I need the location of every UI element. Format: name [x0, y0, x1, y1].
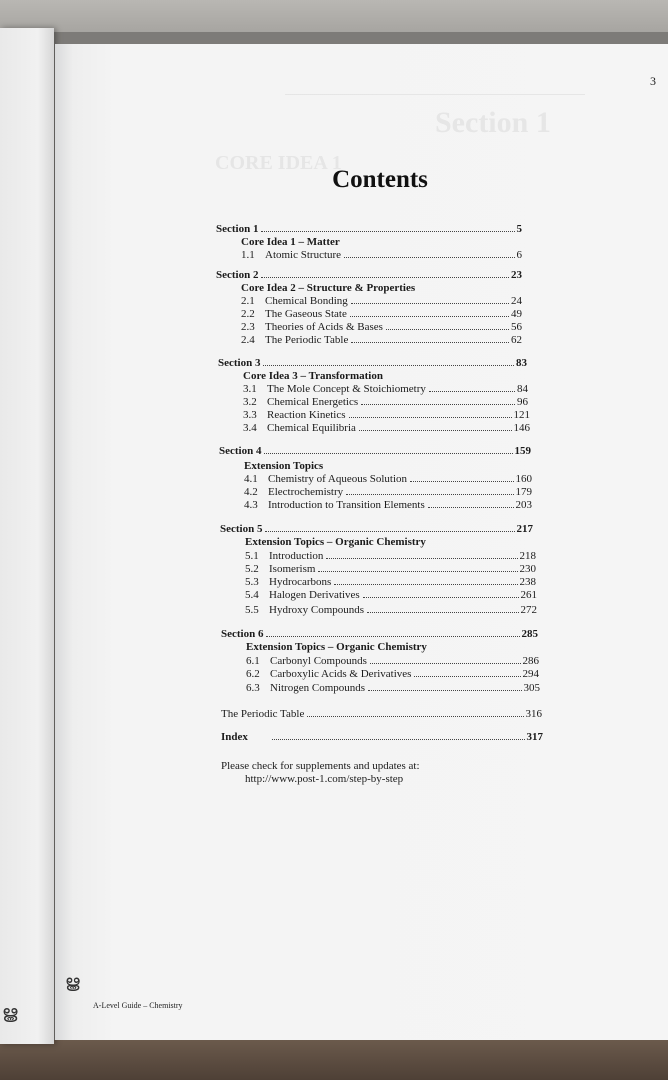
- page-title: Contents: [332, 166, 428, 193]
- entry-number: 2.1: [241, 295, 255, 307]
- toc-entry-3-4[interactable]: [243, 422, 530, 435]
- section-page: 217: [516, 523, 533, 535]
- entry-label: Chemical Equilibria: [267, 422, 356, 434]
- toc-entry-2-2[interactable]: [241, 308, 522, 321]
- toc-section-1[interactable]: [216, 223, 522, 236]
- entry-label: Electrochemistry: [268, 486, 344, 498]
- entry-number: 6.1: [246, 655, 260, 667]
- entry-label: The Mole Concept & Stoichiometry: [267, 383, 426, 395]
- extension-heading: Extension Topics: [244, 460, 324, 472]
- toc-entry-3-2[interactable]: [243, 396, 528, 409]
- toc-section-4[interactable]: [219, 445, 531, 458]
- entry-number: 3.3: [243, 409, 257, 421]
- toc-entry-3-3[interactable]: [243, 409, 530, 422]
- toc-entry-1-1[interactable]: [241, 249, 522, 262]
- entry-page: 316: [525, 708, 542, 720]
- entry-number: 5.4: [245, 589, 259, 601]
- entry-page: 294: [522, 668, 539, 680]
- entry-number: 3.2: [243, 396, 257, 408]
- entry-page: 121: [513, 409, 530, 421]
- entry-label: Reaction Kinetics: [267, 409, 346, 421]
- update-note: [221, 760, 420, 786]
- extension-heading: Extension Topics – Organic Chemistry: [245, 536, 426, 548]
- toc-entry-4-3[interactable]: [244, 499, 532, 512]
- entry-label: Introduction: [269, 550, 324, 562]
- update-note-text: Please check for supplements and updates at:: [221, 760, 420, 772]
- entry-label: The Periodic Table: [265, 334, 349, 346]
- page-number: 3: [650, 74, 656, 88]
- section-label: Section 3: [218, 357, 261, 369]
- entry-number: 5.3: [245, 576, 259, 588]
- entry-label: Carbonyl Compounds: [270, 655, 367, 667]
- section-page: 5: [516, 223, 522, 235]
- toc-entry-4-1[interactable]: [244, 473, 532, 486]
- entry-page: 84: [517, 383, 528, 395]
- entry-label: Carboxylic Acids & Derivatives: [270, 668, 412, 680]
- entry-label: Chemical Bonding: [265, 295, 348, 307]
- owl-logo-icon: ൠ: [2, 1002, 18, 1022]
- entry-page: 203: [515, 499, 532, 511]
- background-top: [0, 0, 668, 32]
- entry-page: 160: [515, 473, 532, 485]
- entry-label: Nitrogen Compounds: [270, 682, 366, 694]
- entry-page: 96: [517, 396, 528, 408]
- show-through-rule: [285, 94, 585, 95]
- left-page: [0, 28, 54, 1044]
- owl-logo-icon: ൠ: [65, 972, 80, 991]
- section-page: 159: [514, 445, 531, 457]
- toc-entry-6-3[interactable]: [246, 682, 540, 695]
- entry-page: 286: [522, 655, 539, 667]
- section-label: Section 5: [220, 523, 263, 535]
- entry-label: Chemistry of Aqueous Solution: [268, 473, 408, 485]
- toc-entry-6-2[interactable]: [246, 668, 539, 681]
- toc-entry-5-3[interactable]: [245, 576, 536, 589]
- entry-page: 49: [511, 308, 522, 320]
- entry-number: 5.2: [245, 563, 259, 575]
- show-through-section: Section 1: [435, 106, 551, 139]
- toc-section-2[interactable]: [216, 269, 522, 282]
- entry-label: The Gaseous State: [265, 308, 347, 320]
- footer-book-title: A-Level Guide – Chemistry: [93, 1001, 183, 1010]
- entry-number: 6.2: [246, 668, 260, 680]
- entry-number: 2.4: [241, 334, 255, 346]
- toc-section-5[interactable]: [220, 523, 533, 536]
- toc-section-3[interactable]: [218, 357, 527, 370]
- entry-label: Halogen Derivatives: [269, 589, 360, 601]
- update-url-link[interactable]: http://www.post-1.com/step-by-step: [245, 773, 404, 785]
- table-surface: [0, 1040, 668, 1080]
- toc-entry-5-1[interactable]: [245, 550, 536, 563]
- entry-page: 146: [513, 422, 530, 434]
- entry-page: 317: [526, 731, 543, 743]
- entry-label: Index: [221, 731, 248, 743]
- entry-label: Isomerism: [269, 563, 316, 575]
- extension-heading: Extension Topics – Organic Chemistry: [246, 641, 427, 653]
- entry-number: 4.2: [244, 486, 258, 498]
- toc-entry-5-5[interactable]: [245, 604, 537, 617]
- toc-entry-2-4[interactable]: [241, 334, 522, 347]
- entry-label: Hydroxy Compounds: [269, 604, 365, 616]
- section-label: Section 2: [216, 269, 259, 281]
- section-label: Section 6: [221, 628, 264, 640]
- entry-number: 1.1: [241, 249, 255, 261]
- entry-page: 62: [511, 334, 522, 346]
- entry-label: Hydrocarbons: [269, 576, 332, 588]
- toc-entry-5-4[interactable]: [245, 589, 537, 602]
- entry-page: 261: [520, 589, 537, 601]
- entry-number: 4.1: [244, 473, 258, 485]
- toc-entry-6-1[interactable]: [246, 655, 539, 668]
- toc-index[interactable]: [221, 731, 543, 744]
- section-page: 285: [521, 628, 538, 640]
- toc-entry-4-2[interactable]: [244, 486, 532, 499]
- toc-entry-3-1[interactable]: [243, 383, 528, 396]
- entry-number: 2.3: [241, 321, 255, 333]
- entry-page: 6: [516, 249, 522, 261]
- entry-page: 179: [515, 486, 532, 498]
- section-label: Section 1: [216, 223, 259, 235]
- entry-label: Atomic Structure: [265, 249, 342, 261]
- toc-section-6[interactable]: [221, 628, 538, 641]
- entry-number: 3.1: [243, 383, 257, 395]
- entry-number: 4.3: [244, 499, 258, 511]
- section-label: Section 4: [219, 445, 262, 457]
- entry-page: 56: [511, 321, 522, 333]
- entry-label: Introduction to Transition Elements: [268, 499, 425, 511]
- entry-page: 24: [511, 295, 522, 307]
- section-page: 83: [516, 357, 527, 369]
- entry-page: 230: [519, 563, 536, 575]
- contents-page: [55, 44, 668, 1040]
- entry-label: Theories of Acids & Bases: [265, 321, 383, 333]
- toc-entry-5-2[interactable]: [245, 563, 536, 576]
- entry-page: 305: [523, 682, 540, 694]
- core-idea-heading: Core Idea 3 – Transformation: [243, 370, 383, 382]
- toc-entry-2-3[interactable]: [241, 321, 522, 334]
- show-through-core: CORE IDEA 1: [215, 152, 342, 174]
- toc-entry-2-1[interactable]: [241, 295, 522, 308]
- entry-label: Chemical Energetics: [267, 396, 359, 408]
- entry-number: 2.2: [241, 308, 255, 320]
- core-idea-heading: Core Idea 1 – Matter: [241, 236, 340, 248]
- section-page: 23: [511, 269, 522, 281]
- core-idea-heading: Core Idea 2 – Structure & Properties: [241, 282, 416, 294]
- entry-page: 272: [520, 604, 537, 616]
- entry-page: 218: [519, 550, 536, 562]
- entry-number: 6.3: [246, 682, 260, 694]
- entry-number: 3.4: [243, 422, 257, 434]
- entry-label: The Periodic Table: [221, 708, 305, 720]
- entry-number: 5.5: [245, 604, 259, 616]
- entry-number: 5.1: [245, 550, 259, 562]
- toc-periodic-table[interactable]: [221, 708, 542, 721]
- entry-page: 238: [519, 576, 536, 588]
